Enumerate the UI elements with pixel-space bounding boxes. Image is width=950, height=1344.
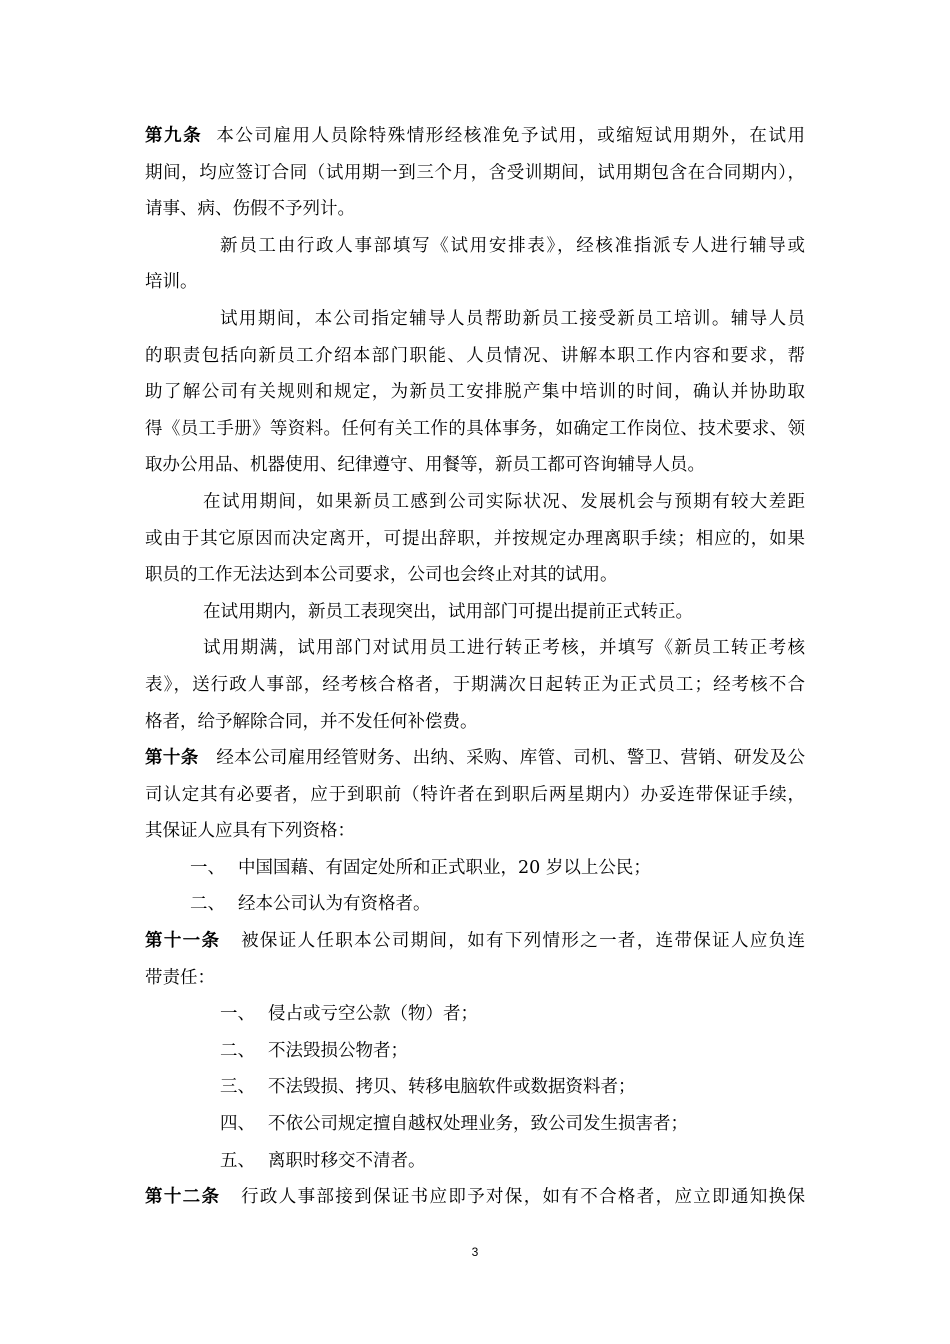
article-9-heading: 第九条 (145, 126, 203, 146)
article-10-item-2: 二、 经本公司认为有资格者。 (190, 894, 431, 915)
article-11-line-1: 第十一条 被保证人任职本公司期间，如有下列情形之一者，连带保证人应负连 (145, 931, 805, 952)
probation-para-1-line-1: 新员工由行政人事部填写《试用安排表》，经核准指派专人进行辅导或 (220, 235, 805, 256)
probation-para-2-line-1: 试用期间，本公司指定辅导人员帮助新员工接受新员工培训。辅导人员 (220, 308, 805, 329)
probation-para-2-line-4: 得《员工手册》等资料。任何有关工作的具体事务，如确定工作岗位、技术要求、领 (145, 418, 805, 439)
document-body (145, 118, 805, 1216)
probation-para-5-line-1: 试用期满，试用部门对试用员工进行转正考核，并填写《新员工转正考核 (203, 638, 805, 659)
article-10-line-2: 司认定其有必要者，应于到职前（特许者在到职后两星期内）办妥连带保证手续， (145, 784, 805, 805)
probation-para-3-line-3: 职员的工作无法达到本公司要求，公司也会终止对其的试用。 (145, 565, 618, 586)
probation-para-3-line-1: 在试用期间，如果新员工感到公司实际状况、发展机会与预期有较大差距 (203, 491, 805, 512)
probation-para-4-line-1: 在试用期内，新员工表现突出，试用部门可提出提前正式转正。 (203, 601, 693, 622)
probation-para-5-line-3: 格者，给予解除合同，并不发任何补偿费。 (145, 711, 478, 732)
article-9-line-3: 请事、病、伤假不予列计。 (145, 199, 355, 220)
article-11-item-3: 三、 不法毁损、拷贝、转移电脑软件或数据资料者； (220, 1077, 636, 1098)
article-9-line-2: 期间，均应签订合同（试用期一到三个月，含受训期间，试用期包含在合同期内）， (145, 162, 805, 183)
article-10-line-3: 其保证人应具有下列资格： (145, 821, 355, 842)
probation-para-2-line-3: 助了解公司有关规则和规定，为新员工安排脱产集中培训的时间，确认并协助取 (145, 382, 805, 403)
probation-para-2-line-5: 取办公用品、机器使用、纪律遵守、用餐等，新员工都可咨询辅导人员。 (145, 455, 705, 476)
article-9-line-1: 第九条 本公司雇用人员除特殊情形经核准免予试用，或缩短试用期外，在试用 (145, 126, 805, 146)
probation-para-3-line-2: 或由于其它原因而决定离开，可提出辞职，并按规定办理离职手续；相应的，如果 (145, 528, 805, 549)
article-11-line-2: 带责任： (145, 967, 215, 988)
probation-para-1-line-2: 培训。 (145, 272, 198, 293)
article-11-item-1: 一、 侵占或亏空公款（物）者； (220, 1004, 478, 1025)
page-number: 3 (471, 1245, 479, 1259)
article-11-heading: 第十一条 (145, 931, 221, 952)
probation-para-5-line-2: 表》，送行政人事部，经考核合格者，于期满次日起转正为正式员工；经考核不合 (145, 674, 805, 695)
article-10-line-1: 第十条 经本公司雇用经管财务、出纳、采购、库管、司机、警卫、营销、研发及公 (145, 748, 805, 769)
article-11-item-4: 四、 不依公司规定擅自越权处理业务，致公司发生损害者； (220, 1114, 688, 1135)
article-10-heading: 第十条 (145, 748, 199, 769)
article-12-heading: 第十二条 (145, 1187, 221, 1208)
article-11-item-2: 二、 不法毁损公物者； (220, 1040, 408, 1061)
article-11-item-5: 五、 离职时移交不清者。 (220, 1150, 426, 1171)
probation-para-2-line-2: 的职责包括向新员工介绍本部门职能、人员情况、讲解本职工作内容和要求，帮 (145, 345, 805, 366)
article-12-line-1: 第十二条 行政人事部接到保证书应即予对保，如有不合格者，应立即通知换保 (145, 1187, 805, 1208)
article-10-item-1: 一、 中国国藉、有固定处所和正式职业，20 岁以上公民； (190, 857, 651, 878)
